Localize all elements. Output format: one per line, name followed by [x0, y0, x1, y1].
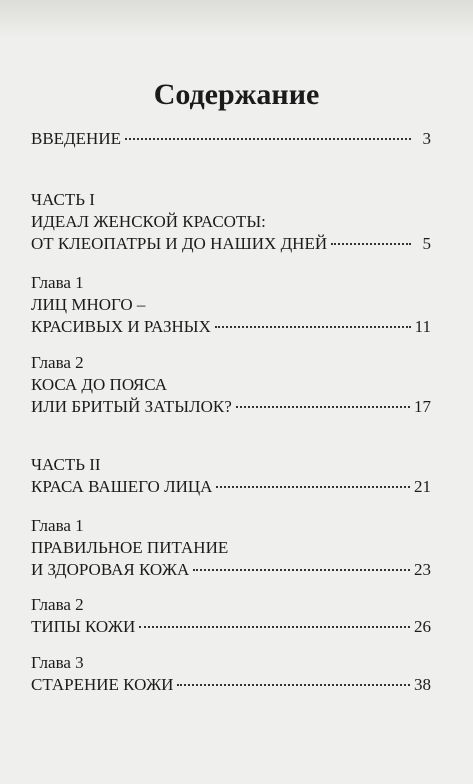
dot-leader — [193, 569, 410, 571]
toc-entry-chapter — [31, 674, 431, 696]
toc-entry-title: ИЛИ БРИТЫЙ ЗАТЫЛОК? — [31, 397, 232, 416]
dot-leader — [215, 326, 411, 328]
toc-entry-title: ОТ КЛЕОПАТРЫ И ДО НАШИХ ДНЕЙ — [31, 234, 328, 253]
dot-leader — [139, 626, 410, 628]
part-label: ЧАСТЬ I — [31, 190, 95, 209]
toc-entry-chapter — [31, 316, 431, 338]
toc-entry-title: КРАСИВЫХ И РАЗНЫХ — [31, 317, 211, 336]
toc-entry-title: ЛИЦ МНОГО – — [31, 295, 146, 314]
toc-entry-title: КОСА ДО ПОЯСА — [31, 375, 167, 394]
chapter-label: Глава 2 — [31, 595, 84, 614]
chapter-label: Глава 1 — [31, 273, 84, 292]
toc-page-number: 5 — [422, 234, 431, 253]
toc-entry-chapter — [31, 616, 431, 638]
toc-entry-chapter — [31, 559, 431, 581]
toc-page-number: 17 — [414, 397, 431, 416]
page-top-shadow — [0, 0, 473, 38]
dot-leader — [177, 684, 410, 686]
toc-entry-title: ИДЕАЛ ЖЕНСКОЙ КРАСОТЫ: — [31, 212, 266, 231]
toc-page-number: 21 — [414, 477, 431, 496]
toc-page-number: 38 — [414, 675, 431, 694]
toc-entry-title: ВВЕДЕНИЕ — [31, 129, 121, 148]
chapter-label: Глава 2 — [31, 353, 84, 372]
toc-entry-title: СТАРЕНИЕ КОЖИ — [31, 675, 174, 694]
toc-page-number: 23 — [414, 560, 431, 579]
dot-leader — [216, 486, 410, 488]
toc-entry-intro — [31, 128, 431, 150]
toc-entry-part1 — [31, 233, 431, 255]
toc-page-number: 11 — [414, 317, 431, 336]
toc-page-number: 3 — [422, 129, 431, 148]
dot-leader — [236, 406, 410, 408]
page-title: Содержание — [153, 78, 320, 111]
toc-entry-title: И ЗДОРОВАЯ КОЖА — [31, 560, 190, 579]
toc-entry-title: ТИПЫ КОЖИ — [31, 617, 136, 636]
toc-entry-title: КРАСА ВАШЕГО ЛИЦА — [31, 477, 213, 496]
toc-entry-part2 — [31, 476, 431, 498]
chapter-label: Глава 1 — [31, 516, 84, 535]
toc-entry-title: ПРАВИЛЬНОЕ ПИТАНИЕ — [31, 538, 229, 557]
chapter-label: Глава 3 — [31, 653, 84, 672]
toc-page-number: 26 — [414, 617, 431, 636]
toc-entry-chapter — [31, 396, 431, 418]
part-label: ЧАСТЬ II — [31, 455, 101, 474]
dot-leader — [125, 138, 411, 140]
dot-leader — [331, 243, 411, 245]
